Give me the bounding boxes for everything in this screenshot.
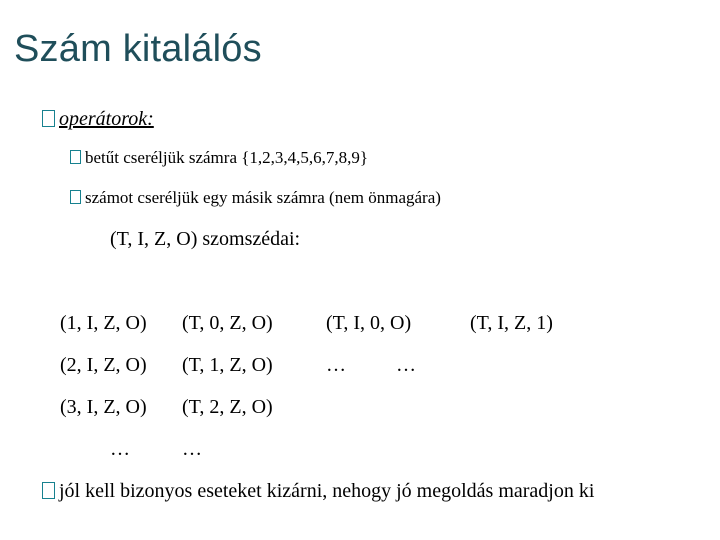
neighbors-heading: (T, I, Z, O) szomszédai:	[110, 228, 301, 250]
sub-bullet-text: számot cseréljük egy másik számra (nem önmagára)	[85, 188, 441, 207]
neighbor-tuple: (T, 0, Z, O)	[182, 312, 273, 334]
square-bullet-icon	[42, 110, 55, 127]
neighbor-tuple: (1, I, Z, O)	[60, 312, 147, 334]
ellipsis: …	[110, 438, 130, 460]
neighbor-tuple: (2, I, Z, O)	[60, 354, 147, 376]
neighbor-tuple: (T, I, 0, O)	[326, 312, 412, 334]
neighbor-tuple: (3, I, Z, O)	[60, 396, 147, 418]
ellipsis: …	[396, 354, 416, 376]
square-bullet-icon	[42, 482, 55, 499]
ellipsis: …	[326, 354, 346, 376]
neighbor-tuple: (T, I, Z, 1)	[470, 312, 553, 334]
neighbor-tuple: (T, 1, Z, O)	[182, 354, 273, 376]
sub-bullet-text: betűt cseréljük számra {1,2,3,4,5,6,7,8,9}	[85, 148, 369, 167]
sub-bullet-numbers	[70, 188, 441, 208]
page-title: Szám kitalálós	[14, 28, 262, 70]
sub-bullet-letters	[70, 148, 368, 168]
ellipsis: …	[182, 438, 202, 460]
neighbor-tuple: (T, 2, Z, O)	[182, 396, 273, 418]
conclusion-text: jól kell bizonyos eseteket kizárni, nehogy jó megoldás maradjon ki	[59, 480, 595, 502]
square-bullet-icon	[70, 150, 81, 164]
square-bullet-icon	[70, 190, 81, 204]
operators-label: operátorok:	[59, 108, 154, 130]
bullet-conclusion	[42, 480, 594, 503]
bullet-operators	[42, 108, 154, 131]
